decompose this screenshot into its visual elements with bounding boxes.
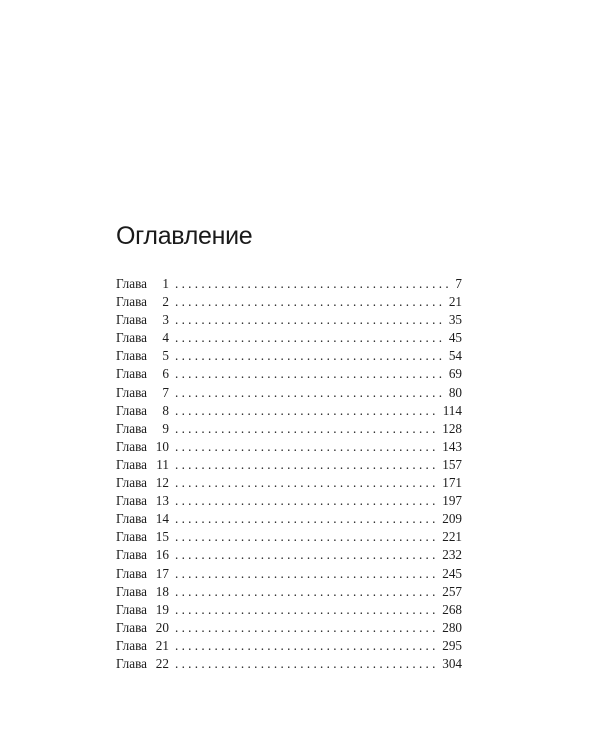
dot-leader — [175, 421, 438, 437]
toc-title: Оглавление — [116, 222, 253, 250]
chapter-label: Глава — [116, 583, 147, 599]
toc-entry[interactable] — [116, 602, 462, 620]
chapter-number: 2 — [162, 294, 169, 310]
page-number: 209 — [442, 511, 462, 527]
page-number: 7 — [455, 276, 462, 291]
chapter-number: 17 — [155, 565, 169, 581]
chapter-number: 11 — [156, 456, 169, 472]
dot-leader — [175, 511, 438, 527]
dot-leader — [175, 457, 438, 473]
dot-leader — [175, 348, 445, 364]
chapter-number: 16 — [155, 547, 169, 563]
page-number: 21 — [448, 294, 462, 310]
chapter-label: Глава — [116, 655, 147, 671]
toc-entry[interactable] — [116, 656, 462, 674]
toc-entry[interactable] — [116, 403, 462, 421]
page-number: 295 — [442, 637, 462, 653]
toc-entry[interactable] — [116, 638, 462, 656]
chapter-label: Глава — [116, 366, 147, 382]
dot-leader — [175, 566, 438, 582]
toc-entry[interactable] — [116, 584, 462, 602]
page-number: 304 — [442, 655, 462, 671]
chapter-number: 15 — [155, 529, 169, 545]
page-number: 280 — [442, 619, 462, 635]
toc-entry[interactable] — [116, 348, 462, 366]
dot-leader — [175, 330, 445, 346]
chapter-label: Глава — [116, 420, 147, 436]
chapter-number: 7 — [162, 384, 169, 400]
page-number: 45 — [448, 330, 462, 346]
dot-leader — [175, 385, 445, 401]
dot-leader — [175, 403, 439, 419]
chapter-label: Глава — [116, 529, 147, 545]
toc-entry[interactable] — [116, 330, 462, 348]
chapter-number: 5 — [162, 348, 169, 364]
page-number: 114 — [442, 402, 462, 418]
chapter-label: Глава — [116, 475, 147, 491]
page-number: 157 — [442, 456, 462, 472]
page-number: 143 — [442, 438, 462, 454]
dot-leader — [175, 547, 438, 563]
chapter-number: 13 — [155, 493, 169, 509]
chapter-number: 22 — [155, 655, 169, 671]
chapter-label: Глава — [116, 637, 147, 653]
toc-entry[interactable] — [116, 529, 462, 547]
toc-list — [116, 276, 462, 674]
dot-leader — [175, 366, 445, 382]
toc-entry[interactable] — [116, 493, 462, 511]
toc-entry[interactable] — [116, 547, 462, 565]
chapter-number: 3 — [162, 312, 169, 328]
page-number: 257 — [442, 583, 462, 599]
page-number: 35 — [448, 312, 462, 328]
chapter-number: 14 — [155, 511, 169, 527]
dot-leader — [175, 529, 438, 545]
page-number: 197 — [442, 493, 462, 509]
dot-leader — [175, 475, 438, 491]
page-number: 80 — [448, 384, 462, 400]
dot-leader — [175, 584, 438, 600]
chapter-label: Глава — [116, 348, 147, 364]
toc-entry[interactable] — [116, 439, 462, 457]
page-number: 245 — [442, 565, 462, 581]
chapter-label: Глава — [116, 276, 147, 291]
dot-leader — [175, 638, 438, 654]
dot-leader — [175, 620, 438, 636]
toc-entry[interactable] — [116, 421, 462, 439]
chapter-label: Глава — [116, 402, 147, 418]
chapter-label: Глава — [116, 565, 147, 581]
toc-entry[interactable] — [116, 366, 462, 384]
dot-leader — [175, 493, 438, 509]
chapter-label: Глава — [116, 456, 147, 472]
chapter-label: Глава — [116, 294, 147, 310]
toc-entry[interactable] — [116, 475, 462, 493]
chapter-number: 1 — [162, 276, 169, 291]
page-number: 171 — [442, 475, 462, 491]
chapter-number: 12 — [155, 475, 169, 491]
chapter-label: Глава — [116, 384, 147, 400]
chapter-number: 8 — [162, 402, 169, 418]
page-number: 128 — [442, 420, 462, 436]
chapter-number: 18 — [155, 583, 169, 599]
toc-entry[interactable] — [116, 566, 462, 584]
dot-leader — [175, 312, 445, 328]
chapter-number: 19 — [155, 601, 169, 617]
toc-entry[interactable] — [116, 620, 462, 638]
chapter-number: 20 — [155, 619, 169, 635]
toc-entry[interactable] — [116, 511, 462, 529]
chapter-label: Глава — [116, 312, 147, 328]
page-number: 54 — [448, 348, 462, 364]
dot-leader — [175, 656, 438, 672]
chapter-label: Глава — [116, 601, 147, 617]
toc-entry[interactable] — [116, 385, 462, 403]
chapter-label: Глава — [116, 330, 147, 346]
toc-entry[interactable] — [116, 312, 462, 330]
chapter-number: 6 — [162, 366, 169, 382]
chapter-number: 10 — [155, 438, 169, 454]
page-number: 69 — [448, 366, 462, 382]
toc-entry[interactable] — [116, 457, 462, 475]
chapter-label: Глава — [116, 493, 147, 509]
dot-leader — [175, 602, 438, 618]
toc-entry[interactable] — [116, 276, 462, 294]
page-number: 232 — [442, 547, 462, 563]
dot-leader — [175, 276, 451, 292]
dot-leader — [175, 439, 438, 455]
chapter-label: Глава — [116, 619, 147, 635]
toc-entry[interactable] — [116, 294, 462, 312]
chapter-label: Глава — [116, 547, 147, 563]
dot-leader — [175, 294, 445, 310]
chapter-number: 4 — [162, 330, 169, 346]
chapter-number: 21 — [155, 637, 169, 653]
page-number: 221 — [442, 529, 462, 545]
chapter-label: Глава — [116, 511, 147, 527]
chapter-number: 9 — [162, 420, 169, 436]
page-number: 268 — [442, 601, 462, 617]
chapter-label: Глава — [116, 438, 147, 454]
